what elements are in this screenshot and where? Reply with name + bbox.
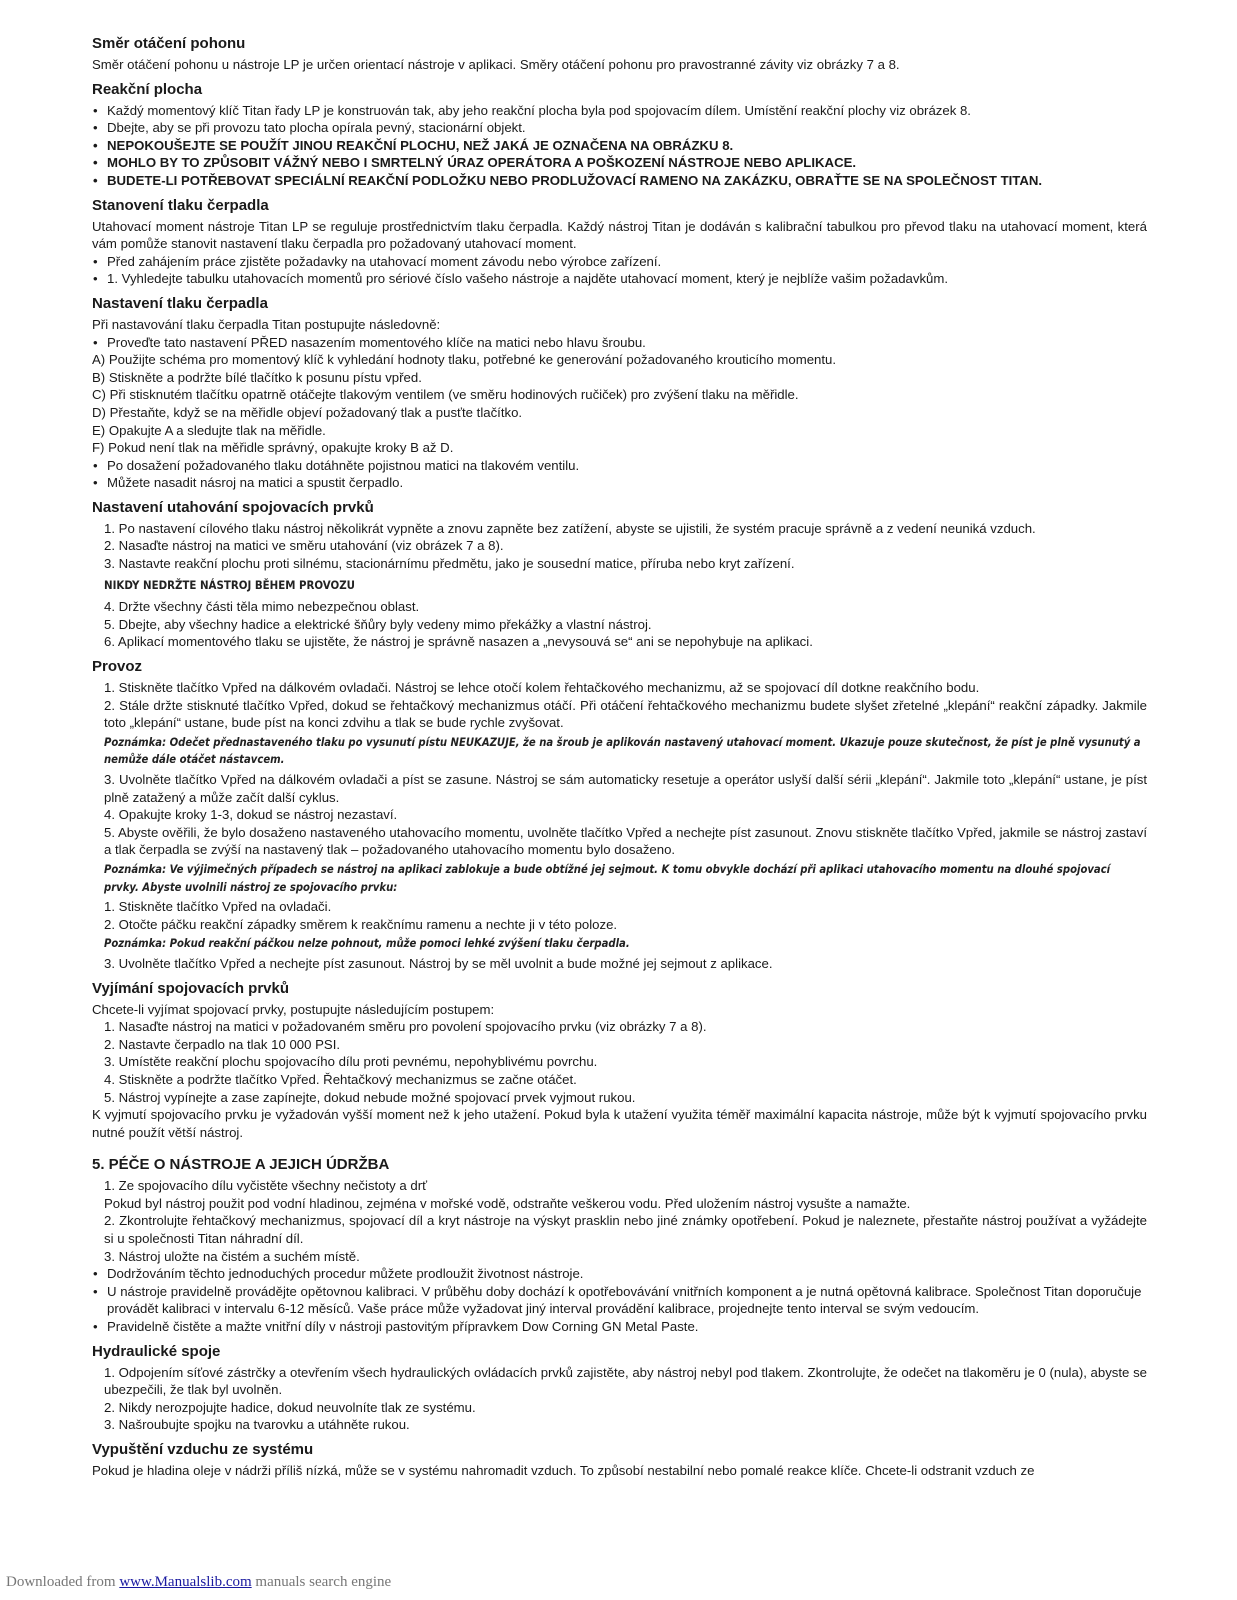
footer [6,1574,391,1591]
step-c: C) Při stisknutém tlačítku opatrně otáčejte tlakovým ventilem (ve směru hodinových ručiček) pro zvýšení tlaku na měřidle. [92,387,799,403]
numbered-step: 2. Stále držte stisknuté tlačítko Vpřed, dokud se řehtačkový mechanizmus otáčí. Při otáčení řehtačkového mechanizmu budete slyšet zřetelné „klepání“ reakční západky. Jakmile toto „klepání“ ustane, bude píst na konci zdvihu a tlak se bude rychle zvyšovat. [104,697,1147,731]
warning-text: NIKDY NEDRŽTE NÁSTROJ BĚHEM PROVOZU [104,577,355,592]
numbered-step: 1. Ze spojovacího dílu vyčistěte všechny nečistoty a drť [104,1178,428,1194]
note: Poznámka: Ve výjimečných případech se nástroj na aplikaci zablokuje a bude obtížné jej sejmout. K tomu obvykle dochází při aplikaci utahovacího momentu na dlouhé spojovací prvky. Abyste uvolnili nástroj ze spojovacího prvku: [104,862,1111,894]
step-b: B) Stiskněte a podržte bílé tlačítko k posunu pístu vpřed. [92,369,422,385]
section-title: Nastavení utahování spojovacích prvků [92,498,374,516]
bullet-item: • Dbejte, aby se při provozu tato plocha opírala pevný, stacionární objekt. [92,119,1147,137]
bullet-item: • Proveďte tato nastavení PŘED nasazením momentového klíče na matici nebo hlavu šroubu. [92,334,1147,352]
numbered-step: 3. Našroubujte spojku na tvarovku a utáhněte rukou. [104,1417,410,1433]
section-pump-pressure-determination [92,196,1147,288]
paragraph: Při nastavování tlaku čerpadla Titan postupujte následovně: [92,316,441,332]
numbered-step: 3. Nástroj uložte na čistém a suchém místě. [104,1248,360,1264]
bullet-item: • Každý momentový klíč Titan řady LP je konstruován tak, aby jeho reakční plocha byla pod spojovacím dílem. Umístění reakční plochy viz obrázek 8. [92,102,1147,120]
section-title: Vyjímání spojovacích prvků [92,979,290,997]
paragraph: K vyjmutí spojovacího prvku je vyžadován vyšší moment než k jeho utažení. Pokud byla k utažení využita téměř maximální kapacita nástroje, může být k vyjmutí spojovacího prvku nutné použít větší nástroj. [92,1107,1147,1140]
numbered-step: 6. Aplikací momentového tlaku se ujistěte, že nástroj je správně nasazen a „nevysouvá se“ ani se nepohybuje na aplikaci. [104,634,813,650]
bullet-item: • Před zahájením práce zjistěte požadavky na utahovací moment závodu nebo výrobce zařízení. [92,253,1147,271]
section-air-bleeding [92,1440,1147,1480]
section-title: Reakční plocha [92,80,203,98]
bullet-list [92,102,1147,190]
bullet-list [92,253,1147,288]
bullet-list [92,457,1147,492]
paragraph: Směr otáčení pohonu u nástroje LP je určen orientací nástroje v aplikaci. Směry otáčení pohonu pro pravostranné závity viz obrázky 7 a 8. [92,57,900,72]
bullet-item: • Dodržováním těchto jednoduchých procedur můžete prodloužit životnost nástroje. [92,1265,1147,1283]
numbered-step: 1. Stiskněte tlačítko Vpřed na dálkovém ovladači. Nástroj se lehce otočí kolem řehtačkového mechanizmu, až se spojovací díl dotkne reakčního bodu. [104,680,980,696]
section-fastener-removal [92,979,1147,1142]
bullet-list [92,334,1147,352]
section-title: Hydraulické spoje [92,1342,221,1360]
numbered-step: 4. Opakujte kroky 1-3, dokud se nástroj nezastaví. [104,807,398,823]
numbered-step: 1. Odpojením síťové zástrčky a otevřením všech hydraulických ovládacích prvků zajistěte, aby nástroj nebyl pod tlakem. Zkontrolujte, že odečet na tlakoměru je 0 (nula), abyste se ubezpečili, že tlak byl uvolněn. [104,1364,1147,1398]
bullet-item: • 1. Vyhledejte tabulku utahovacích momentů pro sériové číslo vašeho nástroje a najděte utahovací moment, který je nejblíže vašim požadavkům. [92,270,1147,288]
bullet-item: • U nástroje pravidelně provádějte opětovnou kalibraci. V průběhu doby dochází k opotřebovávání vnitřních komponent a je nutná opětovná kalibrace. Společnost Titan doporučuje provádět kalibraci v intervalu 6-12 měsíců. Vaše práce může vyžadovat jiný interval provádění kalibrace, projednejte tento interval se svým vedoucím. [92,1283,1147,1318]
section-operation [92,657,1147,973]
footer-suffix: manuals search engine [251,1574,392,1590]
numbered-step: 4. Držte všechny části těla mimo nebezpečnou oblast. [104,599,420,615]
note: Poznámka: Odečet přednastaveného tlaku po vysunutí pístu NEUKAZUJE, že na šroub je aplikován nastavený utahovací moment. Ukazuje pouze skutečnost, že píst je plně vysunutý a nemůže dále otáčet nástavcem. [104,735,1141,767]
numbered-step: 5. Dbejte, aby všechny hadice a elektrické šňůry byly vedeny mimo překážky a vlastní nástroj. [104,616,652,632]
section-title: Stanovení tlaku čerpadla [92,196,269,214]
numbered-step: 1. Stiskněte tlačítko Vpřed na ovladači. [104,899,332,915]
section-reaction-surface [92,80,1147,190]
step-d: D) Přestaňte, když se na měřidle objeví požadovaný tlak a pusťte tlačítko. [92,404,523,420]
note: Poznámka: Pokud reakční páčkou nelze pohnout, může pomoci lehké zvýšení tlaku čerpadla. [104,937,630,951]
bullet-item: • Pravidelně čistěte a mažte vnitřní díly v nástroji pastovitým přípravkem Dow Corning GN Metal Paste. [92,1318,1147,1336]
step-e: E) Opakujte A a sledujte tlak na měřidle. [92,422,326,438]
numbered-step: 1. Nasaďte nástroj na matici v požadovaném směru pro povolení spojovacího prvku (viz obrázky 7 a 8). [104,1019,707,1035]
warning-bullet: • NEPOKOUŠEJTE SE POUŽÍT JINOU REAKČNÍ PLOCHU, NEŽ JAKÁ JE OZNAČENA NA OBRÁZKU 8. [92,137,1147,155]
section-drive-rotation [92,34,1147,74]
warning-bullet: • BUDETE-LI POTŘEBOVAT SPECIÁLNÍ REAKČNÍ PODLOŽKU NEBO PRODLUŽOVACÍ RAMENO NA ZAKÁZKU, OBRAŤTE SE NA SPOLEČNOST TITAN. [92,172,1147,190]
section-title: Vypuštění vzduchu ze systému [92,1441,314,1458]
numbered-step: 2. Nikdy nerozpojujte hadice, dokud neuvolníte tlak ze systému. [104,1399,476,1415]
warning-bullet: • MOHLO BY TO ZPŮSOBIT VÁŽNÝ NEBO I SMRTELNÝ ÚRAZ OPERÁTORA A POŠKOZENÍ NÁSTROJE NEBO APLIKACE. [92,154,1147,172]
document-page [92,34,1147,1486]
section-title: Nastavení tlaku čerpadla [92,294,268,312]
numbered-step: 2. Nastavte čerpadlo na tlak 10 000 PSI. [104,1036,341,1052]
numbered-step: 2. Zkontrolujte řehtačkový mechanizmus, spojovací díl a kryt nástroje na výskyt prasklin nebo jiné známky opotřebení. Pokud je naleznete, přestaňte nástroj používat a vyžádejte si u společnosti Titan náhradní díl. [104,1213,1147,1247]
numbered-step: 3. Uvolněte tlačítko Vpřed a nechejte píst zasunout. Nástroj by se měl uvolnit a bude možné jej sejmout z aplikace. [104,955,773,971]
step-a: A) Použijte schéma pro momentový klíč k vyhledání hodnoty tlaku, potřebné ke generování požadovaného krouticího momentu. [92,352,837,368]
chapter-title: 5. PÉČE O NÁSTROJE A JEJICH ÚDRŽBA [92,1156,390,1174]
numbered-step: 2. Nasaďte nástroj na matici ve směru utahování (viz obrázek 7 a 8). [104,538,504,554]
numbered-step: 1. Po nastavení cílového tlaku nástroj několikrát vypněte a znovu zapněte bez zatížení, abyste se ujistili, že systém pracuje správně a z vedení neuniká vzduch. [104,520,1036,536]
step-continuation: Pokud byl nástroj použit pod vodní hladinou, zejména v mořské vodě, odstraňte veškerou vodu. Před uložením nástroj vysušte a namažte. [104,1195,911,1211]
section-title: Provoz [92,658,143,676]
section-care-maintenance [92,1155,1147,1335]
manualslib-link[interactable]: www.Manualslib.com [119,1574,252,1590]
footer-prefix: Downloaded from [6,1574,120,1590]
numbered-step: 2. Otočte páčku reakční západky směrem k reakčnímu ramenu a nechte ji v této poloze. [104,916,618,932]
step-f: F) Pokud není tlak na měřidle správný, opakujte kroky B až D. [92,440,454,456]
bullet-list [92,1265,1147,1335]
section-hydraulic-connections [92,1342,1147,1434]
numbered-step: 5. Nástroj vypínejte a zase zapínejte, dokud nebude možné spojovací prvek vyjmout rukou. [104,1089,636,1105]
paragraph: Pokud je hladina oleje v nádrži příliš nízká, může se v systému nahromadit vzduch. To způsobí nestabilní nebo pomalé reakce klíče. Chcete-li odstranit vzduch ze [92,1463,1035,1478]
numbered-step: 3. Uvolněte tlačítko Vpřed na dálkovém ovladači a píst se zasune. Nástroj se sám automaticky resetuje a operátor uslyší další sérii „klepání“. Jakmile toto „klepání“ ustane, je píst plně zatažený a může začít další cyklus. [104,772,1147,805]
numbered-step: 5. Abyste ověřili, že bylo dosaženo nastaveného utahovacího momentu, uvolněte tlačítko Vpřed a nechejte píst zasunout. Znovu stiskněte tlačítko Vpřed, jakmile se nástroj zastaví a tlak čerpadla se zvýší na nastavený tlak – požadovaného utahovacího momentu bylo dosaženo. [104,824,1147,858]
section-fastener-tightening [92,498,1147,651]
bullet-item: • Můžete nasadit násroj na matici a spustit čerpadlo. [92,474,1147,492]
numbered-step: 3. Nastavte reakční plochu proti silnému, stacionárnímu předmětu, jako je sousední matice, příruba nebo kryt zařízení. [104,556,795,572]
numbered-step: 4. Stiskněte a podržte tlačítko Vpřed. Řehtačkový mechanizmus se začne otáčet. [104,1071,577,1087]
section-title: Směr otáčení pohonu [92,35,246,52]
bullet-item: • Po dosažení požadovaného tlaku dotáhněte pojistnou matici na tlakovém ventilu. [92,457,1147,475]
numbered-step: 3. Umístěte reakční plochu spojovacího dílu proti pevnému, nepohyblivému povrchu. [104,1054,598,1070]
paragraph: Chcete-li vyjímat spojovací prvky, postupujte následujícím postupem: [92,1001,495,1017]
paragraph: Utahovací moment nástroje Titan LP se reguluje prostřednictvím tlaku čerpadla. Každý nástroj Titan je dodáván s kalibrační tabulkou pro převod tlaku na utahovací moment, která vám pomůže stanovit nastavení tlaku čerpadla pro požadovaný utahovací moment. [92,218,1147,252]
section-pump-pressure-setting [92,294,1147,492]
